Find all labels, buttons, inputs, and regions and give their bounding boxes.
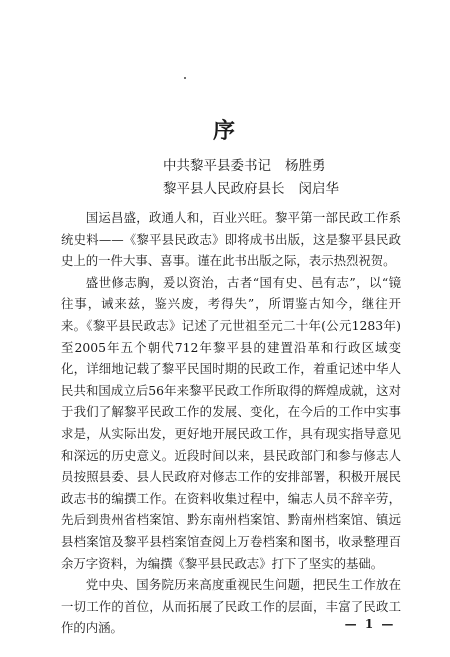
author-name: 杨胜勇: [285, 158, 326, 174]
author-line-1: [163, 157, 326, 175]
author-role: 中共黎平县委书记: [163, 158, 271, 174]
author-name: 闵启华: [298, 181, 339, 197]
author-role: 黎平县人民政府县长: [163, 181, 285, 197]
page-number: — 1 —: [344, 617, 396, 631]
paragraph: 国运昌盛，政通人和，百业兴旺。黎平第一部民政工作系统史料——《黎平县民政志》即将成书出版，这是黎平县民政史上的一件大事、喜事。谨在此书出版之际，表示热烈祝贺。: [61, 210, 401, 269]
ink-dot: [184, 77, 186, 79]
preface-body: [61, 207, 401, 639]
page-title: 序: [212, 118, 237, 144]
author-line-2: [163, 180, 339, 198]
paragraph: 党中央、国务院历来高度重视民生问题，把民生工作放在一切工作的首位，从而拓展了民政工作的层面，丰富了民政工作的内涵。: [61, 577, 401, 636]
paragraph: 盛世修志胸，爰以资治，古者“国有史、邑有志”，以“镜往事，诫来兹，鉴兴废，考得失”，所谓鉴古知今，继往开来。《黎平县民政志》记述了元世祖至元二十年(公元1283年)至2005年五个朝代712年黎平县的建置沿革和行政区域变化，详细地记载了黎平民国时期的民政工作，着重记述中华人民共和国成立后56年来黎平民政工作所取得的辉煌成就，这对于我们了解黎平民政工作的发展、变化，在今后的工作中实事求是，从实际出发，更好地开展民政工作，具有现实指导意见和深远的历史意义。近段时间以来，县民政部门和参与修志人员按照县委、县人民政府对修志工作的安排部署，积极开展民政志书的编撰工作。在资料收集过程中，编志人员不辞辛劳，先后到贵州省档案馆、黔东南州档案馆、黔南州档案馆、镇远县档案馆及黎平县档案馆查阅上万卷档案和图书，收录整理百余万字资料，为编撰《黎平县民政志》打下了坚实的基础。: [61, 274, 401, 571]
